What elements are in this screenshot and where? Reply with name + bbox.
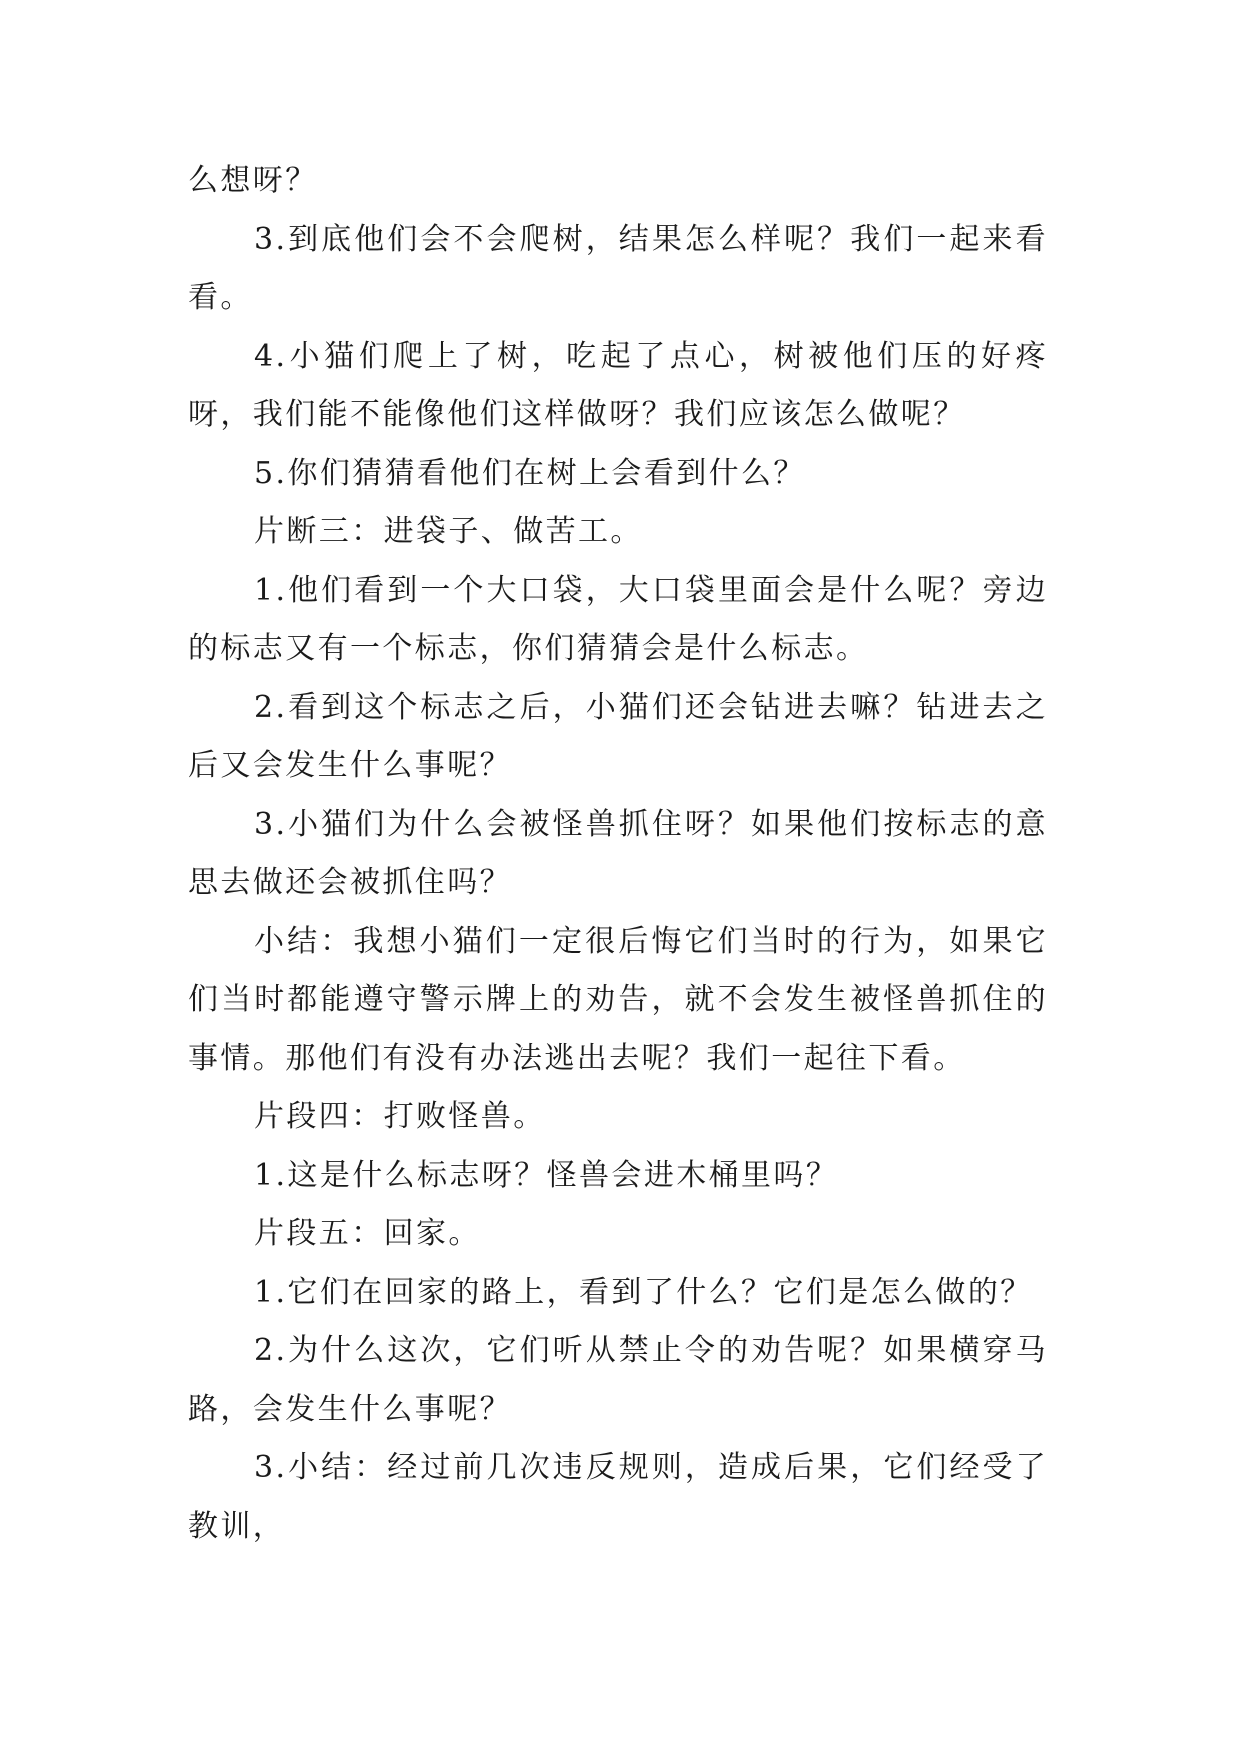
section-heading: 片断三：进袋子、做苦工。 — [254, 514, 643, 549]
summary-paragraph: 小结：我想小猫们一定很后悔它们当时的行为，如果它们当时都能遵守警示牌上的劝告，就不会发生被怪兽抓住的事情。那他们有没有办法逃出去呢？我们一起往下看。 — [188, 923, 1048, 1076]
paragraph: 3.小猫们为什么会被怪兽抓住呀？如果他们按标志的意思去做还会被抓住吗？ — [188, 806, 1048, 900]
paragraph: 1.这是什么标志呀？怪兽会进木桶里吗？ — [254, 1157, 839, 1193]
paragraph: 2.为什么这次，它们听从禁止令的劝告呢？如果横穿马路，会发生什么事呢？ — [188, 1333, 1048, 1427]
paragraph: 2.看到这个标志之后，小猫们还会钻进去嘛？钻进去之后又会发生什么事呢？ — [188, 689, 1048, 783]
section-heading: 片段五：回家。 — [254, 1216, 481, 1251]
paragraph: 么想呀？ — [188, 163, 318, 198]
document-body — [188, 152, 1048, 1556]
paragraph: 1.它们在回家的路上，看到了什么？它们是怎么做的？ — [254, 1274, 1033, 1310]
paragraph: 5.你们猜猜看他们在树上会看到什么？ — [254, 455, 806, 491]
paragraph: 3.到底他们会不会爬树，结果怎么样呢？我们一起来看看。 — [188, 221, 1048, 315]
paragraph: 1.他们看到一个大口袋，大口袋里面会是什么呢？旁边的标志又有一个标志，你们猜猜会是什么标志。 — [188, 572, 1048, 666]
paragraph: 4.小猫们爬上了树，吃起了点心，树被他们压的好疼呀，我们能不能像他们这样做呀？我们应该怎么做呢？ — [188, 338, 1048, 432]
summary-paragraph: 3.小结：经过前几次违反规则，造成后果，它们经受了教训， — [188, 1450, 1048, 1544]
section-heading: 片段四：打败怪兽。 — [254, 1099, 546, 1134]
